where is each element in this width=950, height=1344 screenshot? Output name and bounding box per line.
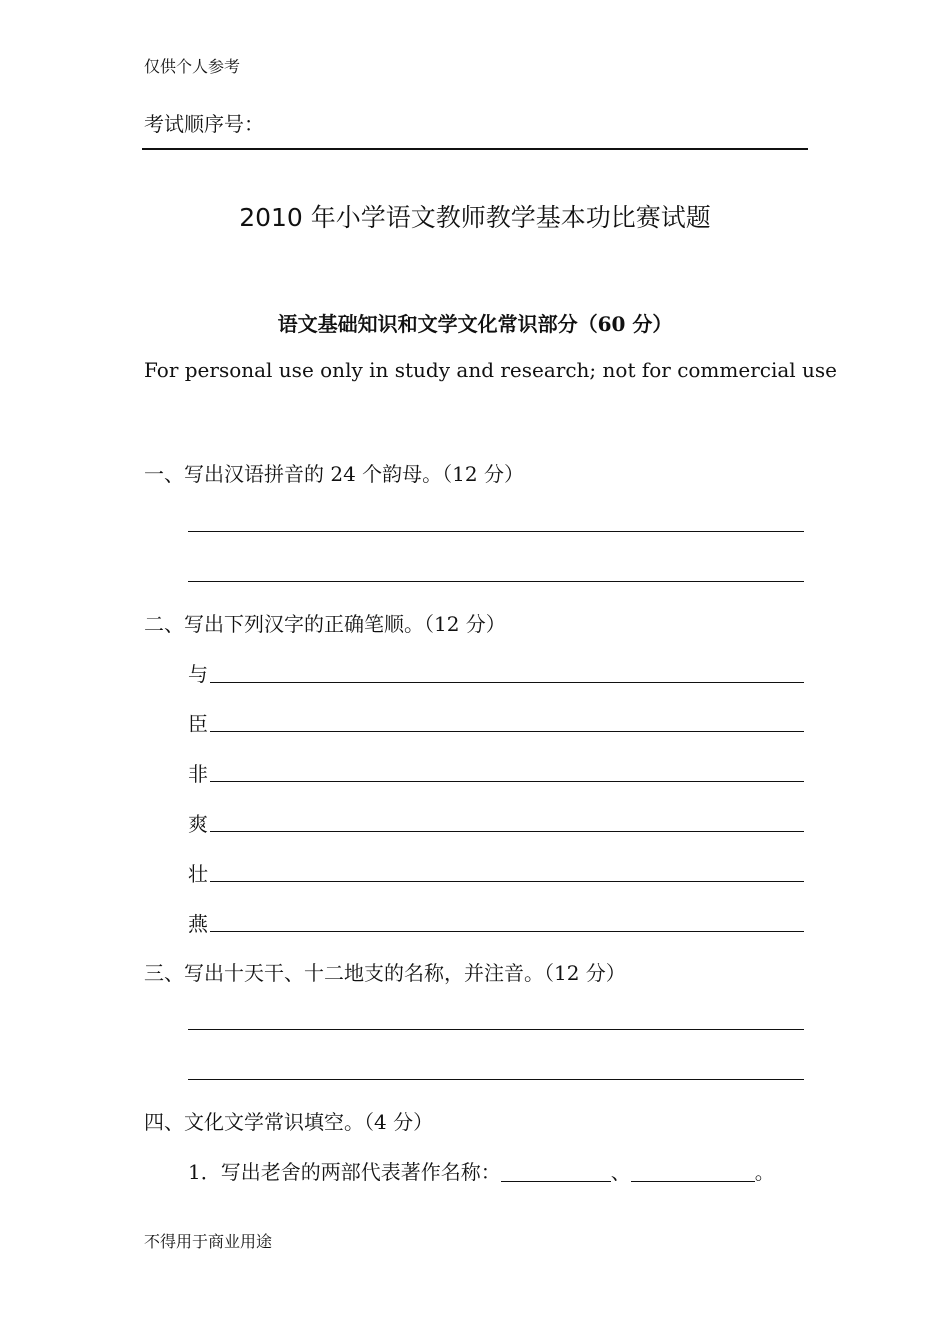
stroke-char: 燕: [188, 912, 208, 936]
stroke-char: 非: [188, 762, 208, 786]
stroke-char: 壮: [188, 862, 208, 886]
fill-in-blank[interactable]: [501, 1161, 611, 1182]
footer-note: 不得用于商业用途: [144, 1232, 273, 1251]
usage-notice: For personal use only in study and research; not for commercial use: [144, 358, 838, 382]
answer-line[interactable]: [188, 531, 804, 532]
exam-title: 2010 年小学语文教师教学基本功比赛试题: [239, 203, 711, 232]
stroke-char: 与: [188, 662, 208, 686]
header-divider: [142, 148, 808, 150]
question-3: 三、写出十天干、十二地支的名称，并注音。（12 分）: [144, 961, 626, 985]
stroke-char: 爽: [188, 812, 208, 836]
stroke-answer-line[interactable]: [210, 682, 804, 683]
stroke-answer-line[interactable]: [210, 881, 804, 882]
stroke-answer-line[interactable]: [210, 781, 804, 782]
header-note: 仅供个人参考: [144, 57, 241, 76]
stroke-char: 臣: [188, 712, 208, 736]
section-title: 语文基础知识和文学文化常识部分（60 分）: [277, 312, 673, 336]
fill-in-end: 。: [754, 1160, 775, 1184]
answer-line[interactable]: [188, 1079, 804, 1080]
answer-line[interactable]: [188, 581, 804, 582]
fill-in-item: [188, 1156, 775, 1185]
stroke-answer-line[interactable]: [210, 831, 804, 832]
exam-sequence-label: 考试顺序号：: [144, 112, 264, 136]
answer-line[interactable]: [188, 1029, 804, 1030]
fill-in-blank[interactable]: [631, 1161, 755, 1182]
fill-in-separator: 、: [610, 1160, 631, 1184]
fill-in-prompt: 1．写出老舍的两部代表著作名称：: [188, 1160, 501, 1184]
question-2: 二、写出下列汉字的正确笔顺。（12 分）: [144, 612, 506, 636]
stroke-answer-line[interactable]: [210, 931, 804, 932]
question-4: 四、文化文学常识填空。（4 分）: [144, 1110, 434, 1134]
stroke-answer-line[interactable]: [210, 731, 804, 732]
question-1: 一、写出汉语拼音的 24 个韵母。（12 分）: [144, 462, 524, 486]
